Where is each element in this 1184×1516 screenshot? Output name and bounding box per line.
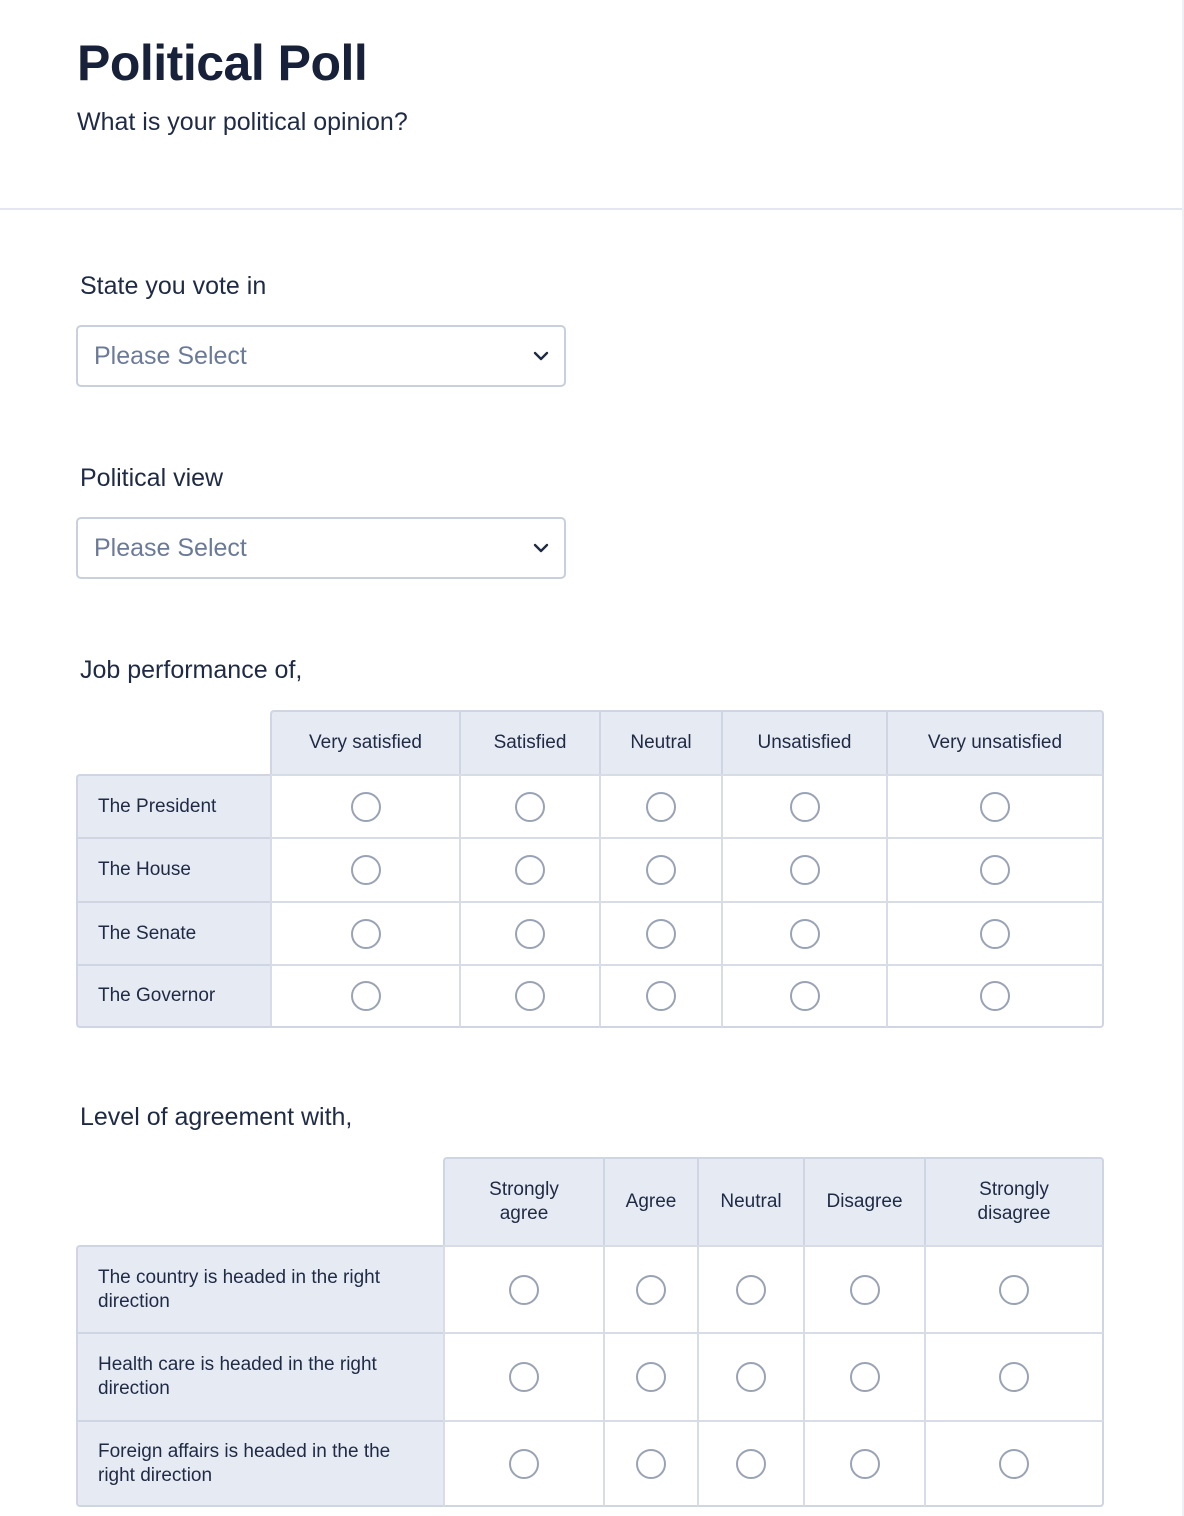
radio-button[interactable] [850, 1275, 880, 1305]
agreement-label: Level of agreement with, [80, 1103, 353, 1131]
row-label: The Senate [76, 901, 270, 964]
radio-button[interactable] [509, 1275, 539, 1305]
radio-button[interactable] [636, 1362, 666, 1392]
radio-button[interactable] [636, 1449, 666, 1479]
matrix-row [76, 964, 1104, 1028]
radio-button[interactable] [636, 1275, 666, 1305]
row-label: The country is headed in the right direction [76, 1245, 443, 1332]
political-view-select[interactable] [76, 517, 566, 579]
matrix-row [76, 1245, 1104, 1332]
radio-button[interactable] [999, 1362, 1029, 1392]
radio-button[interactable] [515, 981, 545, 1011]
column-header: Neutral [599, 710, 721, 774]
radio-button[interactable] [980, 792, 1010, 822]
agreement-matrix [76, 1157, 1104, 1507]
radio-button[interactable] [351, 981, 381, 1011]
column-header: Strongly disagree [924, 1157, 1104, 1245]
radio-button[interactable] [736, 1275, 766, 1305]
matrix-row [76, 1420, 1104, 1507]
column-header: Very satisfied [270, 710, 459, 774]
matrix-corner [76, 710, 270, 774]
radio-button[interactable] [790, 792, 820, 822]
radio-button[interactable] [980, 981, 1010, 1011]
column-header: Agree [603, 1157, 697, 1245]
job-performance-label: Job performance of, [80, 656, 303, 684]
radio-button[interactable] [515, 855, 545, 885]
state-label: State you vote in [80, 272, 267, 300]
radio-button[interactable] [509, 1449, 539, 1479]
column-header: Very unsatisfied [886, 710, 1104, 774]
radio-button[interactable] [790, 855, 820, 885]
radio-button[interactable] [790, 919, 820, 949]
column-header: Neutral [697, 1157, 803, 1245]
row-label: Health care is headed in the right direction [76, 1332, 443, 1420]
radio-button[interactable] [646, 855, 676, 885]
radio-button[interactable] [351, 855, 381, 885]
column-header: Satisfied [459, 710, 599, 774]
radio-button[interactable] [980, 919, 1010, 949]
matrix-corner [76, 1157, 443, 1245]
row-label: Foreign affairs is headed in the the right direction [76, 1420, 443, 1507]
row-label: The Governor [76, 964, 270, 1028]
row-label: The President [76, 774, 270, 837]
radio-button[interactable] [515, 919, 545, 949]
form-subtitle: What is your political opinion? [77, 108, 408, 136]
radio-button[interactable] [646, 919, 676, 949]
radio-button[interactable] [646, 792, 676, 822]
radio-button[interactable] [980, 855, 1010, 885]
radio-button[interactable] [999, 1275, 1029, 1305]
matrix-row [76, 774, 1104, 837]
column-header: Strongly agree [443, 1157, 603, 1245]
political-view-label: Political view [80, 464, 224, 492]
form-title: Political Poll [77, 35, 368, 91]
chevron-down-icon [532, 347, 550, 365]
column-header: Unsatisfied [721, 710, 886, 774]
radio-button[interactable] [736, 1362, 766, 1392]
matrix-row [76, 901, 1104, 964]
radio-button[interactable] [509, 1362, 539, 1392]
form-header [0, 0, 1182, 210]
state-select[interactable] [76, 325, 566, 387]
radio-button[interactable] [736, 1449, 766, 1479]
matrix-row [76, 1332, 1104, 1420]
matrix-row [76, 837, 1104, 901]
chevron-down-icon [532, 539, 550, 557]
row-label: The House [76, 837, 270, 901]
radio-button[interactable] [515, 792, 545, 822]
political-view-placeholder: Please Select [94, 534, 247, 562]
radio-button[interactable] [850, 1449, 880, 1479]
radio-button[interactable] [850, 1362, 880, 1392]
radio-button[interactable] [999, 1449, 1029, 1479]
column-header: Disagree [803, 1157, 924, 1245]
radio-button[interactable] [790, 981, 820, 1011]
state-select-placeholder: Please Select [94, 342, 247, 370]
radio-button[interactable] [351, 792, 381, 822]
radio-button[interactable] [351, 919, 381, 949]
job-performance-matrix [76, 710, 1104, 1028]
radio-button[interactable] [646, 981, 676, 1011]
